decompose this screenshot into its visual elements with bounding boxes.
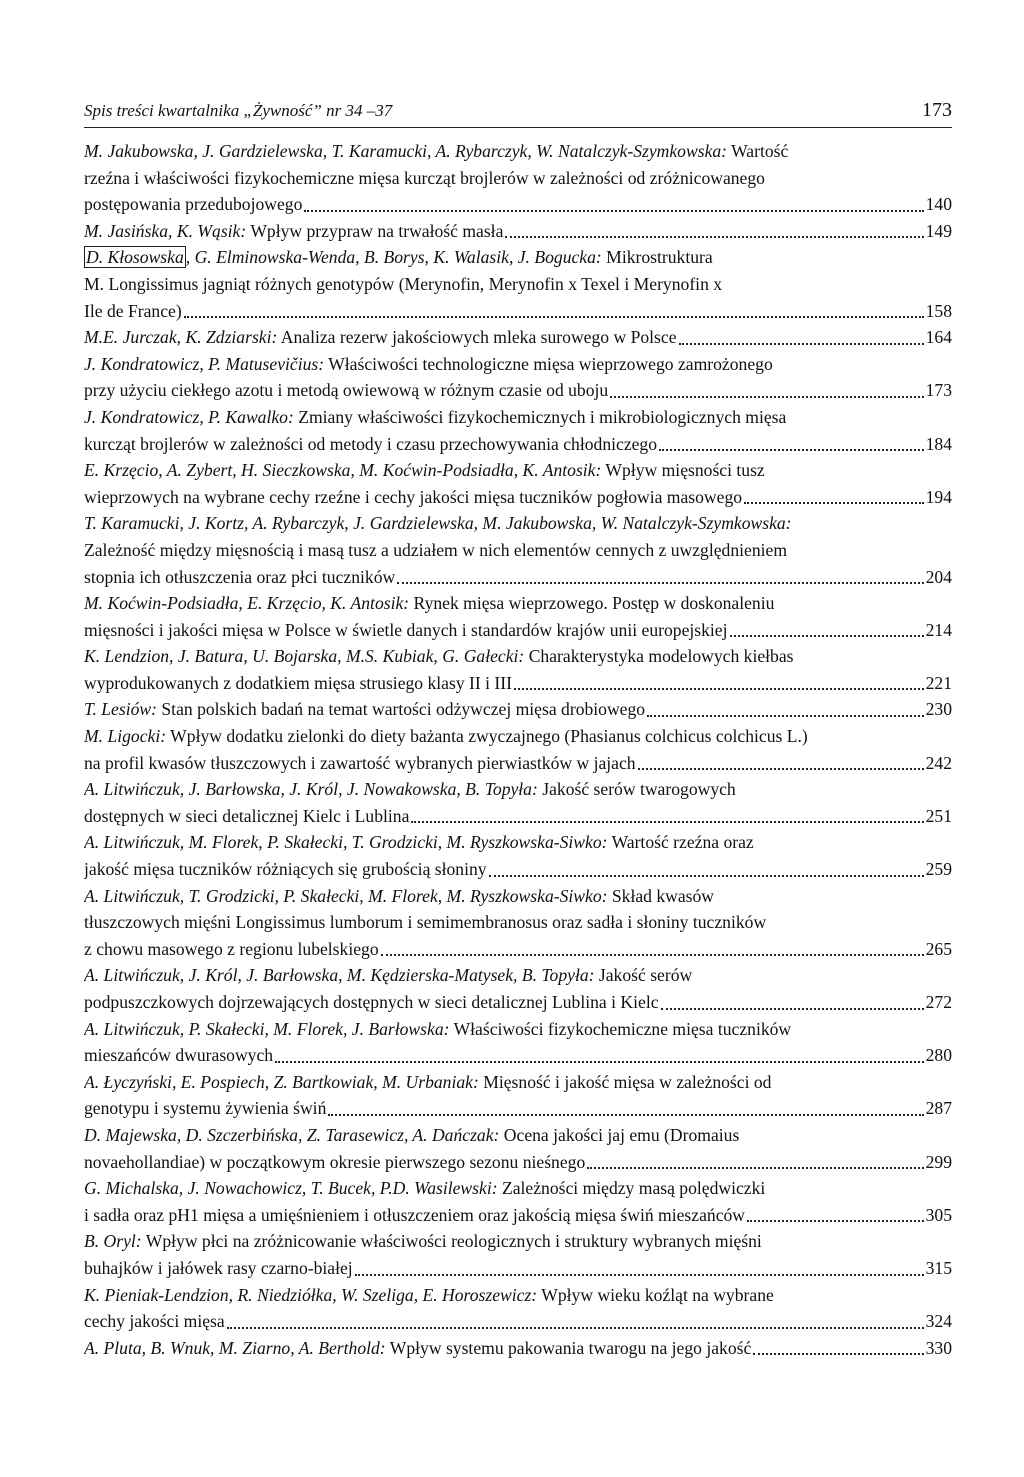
toc-authors: J. Kondratowicz, P. Kawalko: — [84, 406, 294, 427]
toc-line — [84, 138, 952, 165]
toc-entry — [84, 324, 952, 351]
toc-title-text: Skład kwasów — [607, 885, 715, 906]
dot-leader — [184, 316, 924, 318]
toc-page-number: 305 — [925, 1204, 952, 1225]
toc-entry — [84, 218, 952, 245]
toc-title-text: buhajków i jałówek rasy czarno-białej — [84, 1257, 353, 1278]
toc-line-text — [84, 1149, 585, 1176]
dot-leader — [753, 1353, 923, 1355]
toc-line — [84, 1255, 952, 1282]
toc-entry — [84, 457, 952, 510]
dot-leader — [381, 954, 924, 956]
toc-title-text: wieprzowych na wybrane cechy rzeźne i cechy jakości mięsa tuczników pogłowia masowego — [84, 486, 743, 507]
toc-entry — [84, 723, 952, 776]
toc-line-text — [84, 856, 487, 883]
toc-line — [84, 1308, 952, 1335]
toc-entry — [84, 696, 952, 723]
dot-leader — [355, 1274, 924, 1276]
toc-title-text: na profil kwasów tłuszczowych i zawartość wybranych pierwiastków w jajach — [84, 752, 636, 773]
dot-leader — [489, 875, 924, 877]
dot-leader — [411, 821, 923, 823]
toc-line — [84, 723, 952, 750]
toc-title-text: Rynek mięsa wieprzowego. Postęp w doskonaleniu — [409, 593, 775, 614]
toc-title-text: Stan polskich badań na temat wartości odżywczej mięsa drobiowego — [157, 699, 646, 720]
toc-line-text — [84, 377, 608, 404]
toc-title-text: Właściwości fizykochemiczne mięsa tuczników — [449, 1018, 792, 1039]
toc-title-text: dostępnych w sieci detalicznej Kielc i Lublina — [84, 805, 410, 826]
toc-page-number: 204 — [925, 566, 952, 587]
toc-line — [84, 431, 952, 458]
toc-line — [84, 696, 952, 723]
toc-entry — [84, 1175, 952, 1228]
dot-leader — [610, 396, 923, 398]
toc-line — [84, 537, 952, 564]
toc-line — [84, 883, 952, 910]
toc-line — [84, 776, 952, 803]
toc-line-text — [84, 484, 742, 511]
toc-line — [84, 1016, 952, 1043]
toc-title-text: kurcząt brojlerów w zależności od metody i czasu przechowywania chłodniczego — [84, 433, 658, 454]
toc-line — [84, 989, 952, 1016]
toc-title-text: Wpływ przypraw na trwałość masła — [246, 220, 504, 241]
toc-title-text: Wpływ mięsności tusz — [601, 460, 765, 481]
toc-title-text: Wartość — [727, 141, 789, 161]
toc-line — [84, 244, 952, 271]
dot-leader — [275, 1061, 924, 1063]
toc-authors: A. Litwińczuk, J. Król, J. Barłowska, M. Kędzierska-Matysek, B. Topyła: — [84, 965, 595, 986]
toc-title-text: wyprodukowanych z dodatkiem mięsa strusiego klasy II i III — [84, 672, 513, 693]
toc-line-text — [84, 1202, 745, 1229]
toc-title-text: Wpływ systemu pakowania twarogu na jego jakość — [385, 1337, 752, 1358]
toc-line — [84, 617, 952, 644]
toc-line — [84, 1122, 952, 1149]
toc-line — [84, 1228, 952, 1255]
page-number: 173 — [922, 99, 952, 121]
toc-line — [84, 590, 952, 617]
toc-title-text: rzeźna i właściwości fizykochemiczne mięsa kurcząt brojlerów w zależności od zróżnicowanego — [84, 167, 765, 188]
journal-title: Spis treści kwartalnika „Żywność” nr 34 –37 — [84, 101, 393, 120]
toc-page-number: 230 — [925, 699, 952, 720]
toc-page-number: 315 — [925, 1257, 952, 1278]
toc-line-text — [84, 431, 657, 458]
toc-authors: T. Lesiów: — [84, 699, 157, 720]
toc-page-number: 158 — [925, 300, 952, 321]
toc-title-text: cechy jakości mięsa — [84, 1311, 225, 1332]
toc-authors: T. Karamucki, J. Kortz, A. Rybarczyk, J. Gardzielewska, M. Jakubowska, W. Natalczyk-Szymkowska: — [84, 513, 792, 534]
toc-title-text: Wpływ płci na zróżnicowanie właściwości reologicznych i struktury wybranych mięśni — [141, 1231, 762, 1252]
dot-leader — [747, 1220, 924, 1222]
toc-title-text: i sadła oraz pH1 mięsa a umięśnieniem i otłuszczeniem oraz jakością mięsa świń mieszańców — [84, 1204, 746, 1225]
toc-authors: M. Ligocki: — [84, 726, 167, 747]
toc-authors: M. Jasińska, K. Wąsik: — [84, 220, 247, 241]
toc-line-text — [84, 324, 677, 351]
toc-authors: A. Litwińczuk, P. Skałecki, M. Florek, J. Barłowska: — [84, 1018, 450, 1039]
toc-page-number: 194 — [925, 486, 952, 507]
dot-leader — [304, 210, 923, 212]
toc-title-text: Analiza rezerw jakościowych mleka surowego w Polsce — [277, 327, 677, 348]
toc-title-text: Mięsność i jakość mięsa w zależności od — [478, 1071, 772, 1092]
toc-entry — [84, 404, 952, 457]
toc-authors: M. Koćwin-Podsiadła, E. Krzęcio, K. Antosik: — [84, 593, 410, 614]
toc-page-number: 251 — [925, 805, 952, 826]
toc-title-text: Wartość rzeźna oraz — [607, 832, 754, 853]
toc-line — [84, 936, 952, 963]
toc-line — [84, 1095, 952, 1122]
toc-title-text: Jakość serów — [594, 965, 693, 986]
toc-line — [84, 670, 952, 697]
toc-line — [84, 218, 952, 245]
toc-authors: G. Michalska, J. Nowachowicz, T. Bucek, P.D. Wasilewski: — [84, 1178, 498, 1199]
toc-line — [84, 324, 952, 351]
dot-leader — [328, 1114, 923, 1116]
toc-title-text: Właściwości technologiczne mięsa wieprzowego zamrożonego — [324, 353, 773, 374]
toc-title-text: genotypu i systemu żywienia świń — [84, 1098, 327, 1119]
dot-leader — [679, 343, 924, 345]
toc-line — [84, 750, 952, 777]
toc-line-text — [84, 218, 503, 245]
toc-title-text: Mikrostruktura — [601, 247, 713, 268]
toc-title-text: Ocena jakości jaj emu (Dromaius — [499, 1124, 740, 1145]
toc-line — [84, 1069, 952, 1096]
toc-title-text: novaehollandiae) w początkowym okresie pierwszego sezonu nieśnego — [84, 1151, 586, 1172]
toc-page-number: 140 — [925, 194, 952, 215]
toc-line-text — [84, 936, 379, 963]
toc-line — [84, 909, 952, 936]
toc-line — [84, 165, 952, 192]
toc-entry — [84, 1016, 952, 1069]
toc-title-text: Zależność między mięsnością i masą tusz a udziałem w nich elementów cennych z uwzględnieniem — [84, 539, 788, 560]
toc-entry — [84, 1069, 952, 1122]
toc-title-text: jakość mięsa tuczników różniących się grubością słoniny — [84, 859, 487, 880]
dot-leader — [647, 715, 924, 717]
dot-leader — [227, 1327, 924, 1329]
toc-authors: A. Litwińczuk, M. Florek, P. Skałecki, T. Grodzicki, M. Ryszkowska-Siwko: — [84, 832, 608, 853]
toc-line-text — [84, 191, 302, 218]
toc-page-number: 265 — [925, 938, 952, 959]
toc-line — [84, 1149, 952, 1176]
toc-page-number: 330 — [925, 1337, 952, 1358]
toc-line-text — [84, 1042, 273, 1069]
toc-line-text — [84, 989, 659, 1016]
page-header — [84, 99, 952, 128]
toc-title-text: Jakość serów twarogowych — [537, 779, 736, 800]
toc-entry — [84, 1122, 952, 1175]
toc-entry — [84, 510, 952, 590]
toc-page-number: 272 — [925, 992, 952, 1012]
toc-line-text — [84, 564, 395, 591]
toc-page-number: 173 — [925, 380, 952, 401]
toc-line — [84, 457, 952, 484]
toc-authors: A. Łyczyński, E. Pospiech, Z. Bartkowiak, M. Urbaniak: — [84, 1071, 479, 1092]
toc-authors: A. Pluta, B. Wnuk, M. Ziarno, A. Berthold: — [84, 1337, 386, 1358]
toc-line-text — [84, 670, 512, 697]
toc-line — [84, 484, 952, 511]
toc-line — [84, 298, 952, 325]
toc-line-text — [84, 696, 645, 723]
toc-authors: D. Majewska, D. Szczerbińska, Z. Tarasewicz, A. Dańczak: — [84, 1124, 500, 1145]
toc-line — [84, 1175, 952, 1202]
toc-page-number: 287 — [925, 1098, 952, 1119]
toc-line — [84, 351, 952, 378]
author-boxed: D. Kłosowska — [86, 247, 184, 268]
toc-line — [84, 510, 952, 537]
toc-line — [84, 829, 952, 856]
toc-title-text: mięsności i jakości mięsa w Polsce w świetle danych i standardów krajów unii europejskiej — [84, 619, 728, 640]
toc-line-text — [84, 1095, 326, 1122]
toc-line-text — [84, 803, 409, 830]
toc-authors: E. Krzęcio, A. Zybert, H. Sieczkowska, M. Koćwin-Podsiadła, K. Antosik: — [84, 460, 602, 481]
toc-line — [84, 1202, 952, 1229]
toc-line — [84, 856, 952, 883]
toc-line-text — [84, 1255, 353, 1282]
dot-leader — [730, 635, 924, 637]
toc-line-text — [84, 750, 636, 777]
toc-line — [84, 803, 952, 830]
toc-page-number: 242 — [925, 752, 952, 773]
toc-entry — [84, 643, 952, 696]
toc-page-number: 280 — [925, 1045, 952, 1066]
toc-title-text: z chowu masowego z regionu lubelskiego — [84, 938, 379, 959]
toc-title-text: tłuszczowych mięśni Longissimus lumborum i semimembranosus oraz sadła i słoniny tuczników — [84, 912, 767, 933]
toc-title-text: Wpływ dodatku zielonki do diety bażanta zwyczajnego (Phasianus colchicus colchicus L.) — [166, 726, 808, 747]
toc-line — [84, 191, 952, 218]
toc-title-text: Ile de France) — [84, 300, 182, 321]
toc-title-text: Wpływ wieku koźląt na wybrane — [537, 1284, 774, 1305]
toc-title-text: przy użyciu ciekłego azotu i metodą owiewową w różnym czasie od uboju — [84, 380, 609, 401]
dot-leader — [505, 236, 923, 238]
toc-title-text: postępowania przedubojowego — [84, 194, 303, 215]
dot-leader — [744, 502, 924, 504]
toc-entry — [84, 138, 952, 218]
toc-line — [84, 643, 952, 670]
toc-authors: J. Kondratowicz, P. Matusevičius: — [84, 353, 325, 374]
dot-leader — [587, 1167, 923, 1169]
toc-entry — [84, 829, 952, 882]
toc-page-number: 324 — [925, 1311, 952, 1332]
toc-entry — [84, 962, 952, 1015]
toc-authors: A. Litwińczuk, J. Barłowska, J. Król, J. Nowakowska, B. Topyła: — [84, 779, 538, 800]
toc-entries — [84, 138, 952, 1361]
toc-authors: M. Jakubowska, J. Gardzielewska, T. Karamucki, A. Rybarczyk, W. Natalczyk-Szymkowska: — [84, 141, 728, 161]
toc-entry — [84, 1282, 952, 1335]
toc-page-number: 259 — [925, 859, 952, 880]
toc-title-text: podpuszczkowych dojrzewających dostępnych w sieci detalicznej Lublina i Kielc — [84, 992, 659, 1012]
toc-entry — [84, 351, 952, 404]
toc-entry — [84, 590, 952, 643]
toc-line — [84, 1282, 952, 1309]
toc-page-number: 221 — [925, 672, 952, 693]
dot-leader — [397, 582, 923, 584]
toc-authors: B. Oryl: — [84, 1231, 142, 1252]
toc-page-number: 184 — [925, 433, 952, 454]
toc-title-text: Zależności między masą polędwiczki — [497, 1178, 766, 1199]
toc-line — [84, 1042, 952, 1069]
toc-line — [84, 1335, 952, 1362]
toc-entry — [84, 883, 952, 963]
toc-line-text — [84, 617, 728, 644]
toc-page-number: 164 — [925, 327, 952, 348]
toc-entry — [84, 244, 952, 324]
toc-title-text: stopnia ich otłuszczenia oraz płci tuczników — [84, 566, 396, 587]
toc-page-number: 214 — [925, 619, 952, 640]
dot-leader — [661, 1008, 924, 1010]
toc-title-text: M. Longissimus jagniąt różnych genotypów (Merynofin, Merynofin x Texel i Merynofin x — [84, 273, 723, 294]
toc-title-text: Zmiany właściwości fizykochemicznych i mikrobiologicznych mięsa — [293, 406, 787, 427]
toc-authors: K. Lendzion, J. Batura, U. Bojarska, M.S. Kubiak, G. Gałecki: — [84, 646, 525, 667]
toc-authors: D. Kłosowska , G. Elminowska-Wenda, B. Borys, K. Walasik, J. Bogucka: — [86, 247, 602, 268]
toc-authors: A. Litwińczuk, T. Grodzicki, P. Skałecki, M. Florek, M. Ryszkowska-Siwko: — [84, 885, 608, 906]
toc-line — [84, 377, 952, 404]
dot-leader — [514, 688, 924, 690]
toc-authors: M.E. Jurczak, K. Zdziarski: — [84, 327, 278, 348]
toc-page-number: 299 — [925, 1151, 952, 1172]
dot-leader — [638, 768, 924, 770]
dot-leader — [659, 449, 924, 451]
toc-entry — [84, 1228, 952, 1281]
toc-line — [84, 962, 952, 989]
toc-title-text: mieszańców dwurasowych — [84, 1045, 274, 1066]
toc-authors: K. Pieniak-Lendzion, R. Niedziółka, W. Szeliga, E. Horoszewicz: — [84, 1284, 538, 1305]
toc-page-number: 149 — [925, 220, 952, 241]
toc-line — [84, 564, 952, 591]
toc-title-text: Charakterystyka modelowych kiełbas — [524, 646, 794, 667]
toc-entry — [84, 776, 952, 829]
toc-line-text — [84, 1335, 751, 1362]
toc-line-text — [84, 1308, 225, 1335]
toc-entry — [84, 1335, 952, 1362]
toc-line — [84, 271, 952, 298]
toc-line — [84, 404, 952, 431]
toc-line-text — [84, 298, 182, 325]
